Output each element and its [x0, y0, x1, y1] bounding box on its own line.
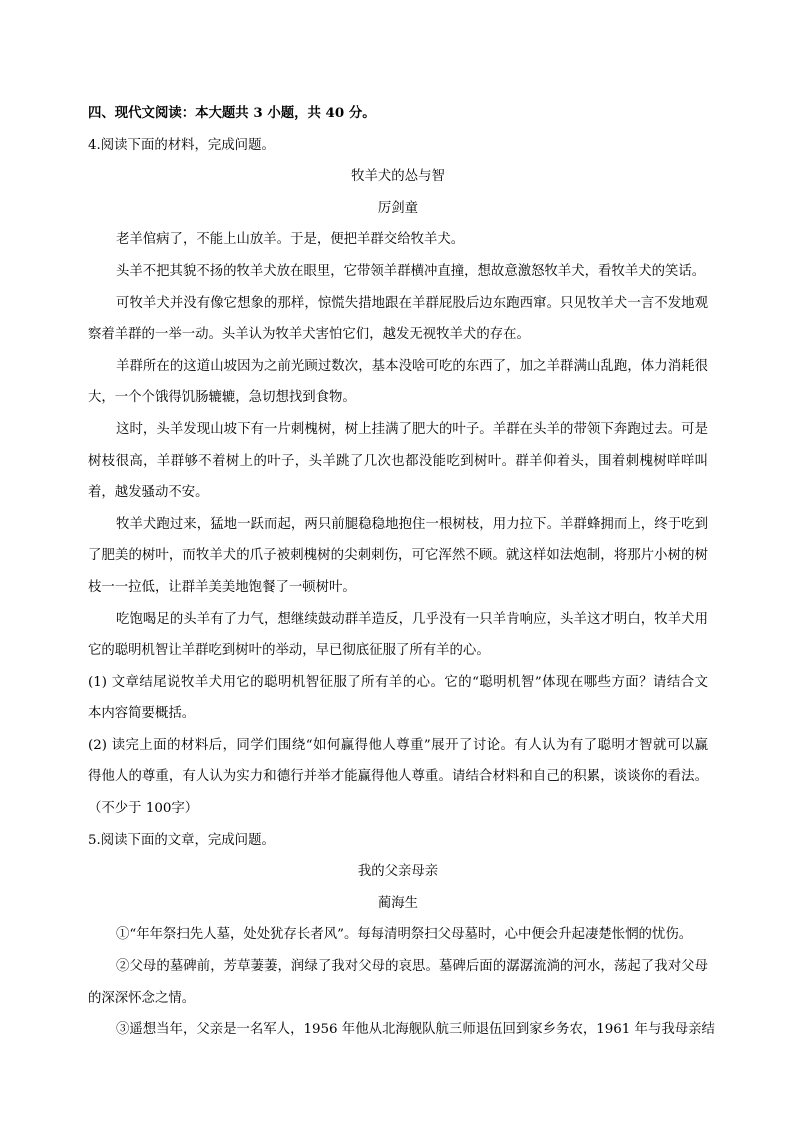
question-4-2-note: （不少于 100字）	[88, 801, 199, 817]
passage-1-line: 它的聪明机智让羊群吃到树叶的举动，早已彻底征服了所有羊的心。	[88, 643, 490, 659]
passage-1-line: 吃饱喝足的头羊有了力气，想继续鼓动群羊造反，几乎没有一只羊肯响应，头羊这才明白，牧羊犬用	[116, 611, 708, 627]
passage-1-line: 了肥美的树叶，而牧羊犬的爪子被刺槐树的尖刺刺伤，可它浑然不顾。就这样如法炮制，将那片小树的树	[88, 548, 708, 564]
question-4-1: (1) 文章结尾说牧羊犬用它的聪明机智征服了所有羊的心。它的“聪明机智”体现在哪些方面？请结合文	[88, 674, 708, 690]
passage-1-line: 可牧羊犬并没有像它想象的那样，惊慌失措地跟在羊群屁股后边东跑西窜。只见牧羊犬一言不发地观	[116, 295, 708, 311]
passage-2-line: ②父母的墓碑前，芳草萋萋，润绿了我对父母的哀思。墓碑后面的潺潺流淌的河水，荡起了我对父母	[116, 959, 708, 975]
passage-1-line: 着，越发骚动不安。	[88, 485, 209, 501]
passage-1-author: 厉剑童	[377, 200, 419, 216]
question-5-intro: 5.阅读下面的文章，完成问题。	[88, 832, 275, 848]
passage-2-title: 我的父亲母亲	[357, 864, 439, 880]
passage-1-line: 羊群所在的这道山坡因为之前光顾过数次，基本没啥可吃的东西了，加之羊群满山乱跑，体力消耗很	[116, 358, 708, 374]
passage-1-line: 察着羊群的一举一动。头羊认为牧羊犬害怕它们，越发无视牧羊犬的存在。	[88, 327, 530, 343]
passage-1-line: 老羊倌病了，不能上山放羊。于是，便把羊群交给牧羊犬。	[116, 232, 465, 248]
passage-1-line: 这时，头羊发现山坡下有一片刺槐树，树上挂满了肥大的叶子。羊群在头羊的带领下奔跑过去。可是	[116, 421, 708, 437]
passage-2-author: 蔺海生	[377, 895, 419, 911]
question-4-1-cont: 本内容简要概括。	[88, 706, 196, 722]
passage-1-line: 大，一个个饿得饥肠辘辘，急切想找到食物。	[88, 390, 356, 406]
question-4-2: (2) 读完上面的材料后，同学们围绕“如何赢得他人尊重”展开了讨论。有人认为有了聪明才智就可以赢	[88, 737, 708, 753]
question-4-intro: 4.阅读下面的材料，完成问题。	[88, 137, 275, 153]
passage-1-line: 头羊不把其貌不扬的牧羊犬放在眼里，它带领羊群横冲直撞，想故意激怒牧羊犬，看牧羊犬的笑话。	[116, 263, 706, 279]
question-4-2-cont: 得他人的尊重，有人认为实力和德行并举才能赢得他人尊重。请结合材料和自己的积累，谈谈你的看法。	[88, 769, 708, 785]
section-heading: 四、现代文阅读：本大题共 3 小题，共 40 分。	[88, 105, 376, 121]
passage-2-line: 的深深怀念之情。	[88, 990, 196, 1006]
passage-1-line: 树枝很高，羊群够不着树上的叶子，头羊跳了几次也都没能吃到树叶。群羊仰着头，围着刺槐树咩咩叫	[88, 453, 708, 469]
document-page	[88, 98, 715, 1046]
passage-1-line: 枝一一拉低，让群羊美美地饱餐了一顿树叶。	[88, 579, 356, 595]
passage-2-line: ③遥想当年，父亲是一名军人，1956 年他从北海舰队航三师退伍回到家乡务农，1961 年与我母亲结	[116, 1022, 715, 1038]
passage-2-line: ①“年年祭扫先人墓，处处犹存长者风”。每每清明祭扫父母墓时，心中便会升起凄楚怅惘的忧伤。	[116, 927, 693, 943]
passage-1-title: 牧羊犬的怂与智	[351, 169, 445, 185]
passage-1-line: 牧羊犬跑过来，猛地一跃而起，两只前腿稳稳地抱住一根树枝，用力拉下。羊群蜂拥而上，终于吃到	[116, 516, 708, 532]
